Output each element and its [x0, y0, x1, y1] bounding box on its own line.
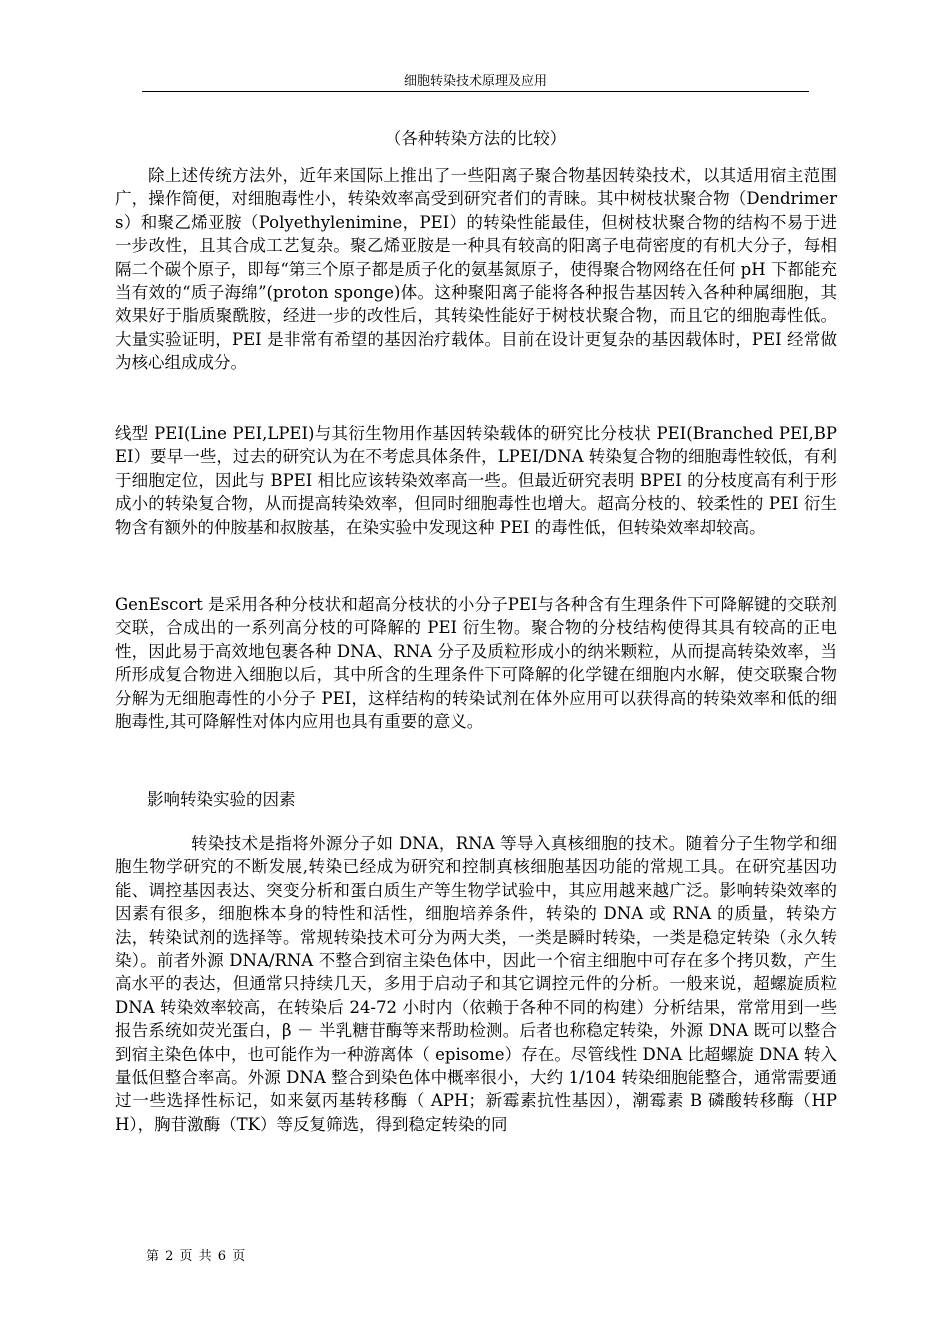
paragraph-genescort: GenEscort 是采用各种分枝状和超高分枝状的小分子PEI与各种含有生理条件下可降解键的交联剂交联，合成出的一系列高分枝的可降解的 PEI 衍生物。聚合物的分枝结构使得其具有较高的正电性，因此易于高效地包裹各种 DNA、RNA 分子及质粒形成小的纳米颗粒，从而提高转染效率，当所形成复合物进入细胞以后，其中所含的生理条件下可降解的化学键在细胞内水解，使交联聚合物分解为无细胞毒性的小分子 PEI，这样结构的转染试剂在体外应用可以获得高的转染效率和低的细胞毒性,其可降解性对体内应用也具有重要的意义。	[115, 595, 837, 732]
paragraph-lpei-bpei: 线型 PEI(Line PEI,LPEI)与其衍生物用作基因转染载体的研究比分枝状 PEI(Branched PEI,BPEI）要早一些，过去的研究认为在不考虑具体条件，LPEI/DNA 转染复合物的细胞毒性较低，有利于细胞定位，因此与 BPEI 相比应该转染效率高一些。但最近研究表明 BPEI 的分枝度高有利于形成小的转染复合物，从而提高转染效率，但同时细胞毒性也增大。超高分枝的、较柔性的 PEI 衍生物含有额外的仲胺基和叔胺基，在染实验中发现这种 PEI 的毒性低，但转染效率却较高。	[115, 424, 837, 537]
paragraph-cationic-polymers: 除上述传统方法外，近年来国际上推出了一些阳离子聚合物基因转染技术，以其适用宿主范围广，操作简便，对细胞毒性小，转染效率高受到研究者们的青睐。其中树枝状聚合物（Dendrimers）和聚乙烯亚胺（Polyethylenimine，PEI）的转染性能最佳，但树枝状聚合物的结构不易于进一步改性，且其合成工艺复杂。聚乙烯亚胺是一种具有较高的阳离子电荷密度的有机大分子，每相隔二个碳个原子，即每“第三个原子都是质子化的氨基氮原子，使得聚合物网络在任何 pH 下都能充当有效的“质子海绵”(proton sponge)体。这种聚阳离子能将各种报告基因转入各种种属细胞，其效果好于脂质聚酰胺，经进一步的改性后，其转染性能好于树枝状聚合物，而且它的细胞毒性低。大量实验证明，PEI 是非常有希望的基因治疗载体。目前在设计更复杂的基因载体时，PEI 经常做为核心组成成分。	[115, 166, 837, 373]
header-divider	[142, 91, 809, 92]
page-number-footer: 第 2 页 共 6 页	[146, 1249, 247, 1264]
page-header-title: 细胞转染技术原理及应用	[403, 74, 547, 89]
paragraph-transfection-factors: 转染技术是指将外源分子如 DNA，RNA 等导入真核细胞的技术。随着分子生物学和细胞生物学研究的不断发展,转染已经成为研究和控制真核细胞基因功能的常规工具。在研究基因功能、调控基因表达、突变分析和蛋白质生产等生物学试验中，其应用越来越广泛。影响转染效率的因素有很多，细胞株本身的特性和活性，细胞培养条件，转染的 DNA 或 RNA 的质量，转染方法，转染试剂的选择等。常规转染技术可分为两大类，一类是瞬时转染，一类是稳定转染（永久转染）。前者外源 DNA/RNA 不整合到宿主染色体中，因此一个宿主细胞中可存在多个拷贝数，产生高水平的表达，但通常只持续几天，多用于启动子和其它调控元件的分析。一般来说，超螺旋质粒 DNA 转染效率较高，在转染后 24-72 小时内（依赖于各种不同的构建）分析结果，常常用到一些报告系统如荧光蛋白，β － 半乳糖苷酶等来帮助检测。后者也称稳定转染，外源 DNA 既可以整合到宿主染色体中，也可能作为一种游离体（ episome）存在。尽管线性 DNA 比超螺旋 DNA 转入量低但整合率高。外源 DNA 整合到染色体中概率很小，大约 1/104 转染细胞能整合，通常需要通过一些选择性标记，如来氨丙基转移酶（ APH；新霉素抗性基因），潮霉素 B 磷酸转移酶（HPH），胸苷激酶（TK）等反复筛选，得到稳定转染的同	[115, 834, 837, 1134]
figure-caption: （各种转染方法的比较）	[384, 129, 567, 148]
section-heading: 影响转染实验的因素	[147, 790, 296, 809]
